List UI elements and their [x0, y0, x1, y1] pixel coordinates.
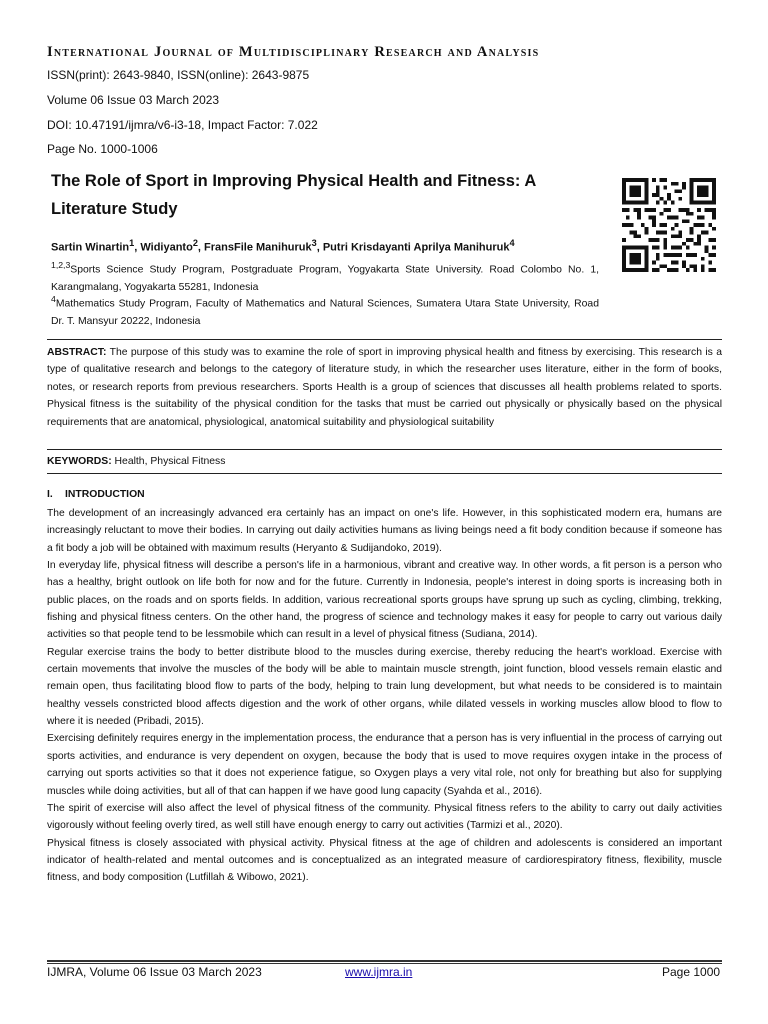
qr-code	[620, 178, 718, 272]
author-affiliation-marker: 3	[311, 238, 317, 248]
section-title: INTRODUCTION	[65, 489, 145, 500]
affiliation	[51, 290, 599, 331]
author-name: Sartin Winartin	[51, 241, 130, 254]
volume-line: Volume 06 Issue 03 March 2023	[47, 93, 220, 107]
author-name: Widiyanto	[140, 241, 193, 254]
paragraph: Regular exercise trains the body to better distribute blood to the muscles during exercise, thereby reducing the heart's workload. Exercise with certain movements that involve the muscles of the body will be able to maintain muscle strength, joint function, blood vessels remain elastic and remain open, thus facilitating blood flow to parts of the body, helping to train lung development, but what needs to be considered is to maintain healthy vessels constricted blood affects digestion and the work of other organs, while dilated vessels in working muscles allow blood to flow to where it is needed (Pribadi, 2015).	[47, 646, 722, 728]
affiliation-text: Sports Science Study Program, Postgraduate Program, Yogyakarta State University. Road Colombo No. 1, Karangmalang, Yogyakarta 55281, Indonesia	[51, 264, 599, 294]
author-affiliation-marker: 4	[509, 238, 515, 248]
author-affiliation-marker: 1	[129, 238, 135, 248]
introduction-body	[47, 505, 722, 887]
issn-line: ISSN(print): 2643-9840, ISSN(online): 2643-9875	[47, 68, 310, 82]
author-affiliation-marker: 2	[192, 238, 198, 248]
keywords-divider	[47, 473, 722, 474]
author-line	[51, 238, 611, 254]
footer-divider	[47, 960, 722, 962]
keywords-label: KEYWORDS:	[47, 456, 112, 467]
doi-line: DOI: 10.47191/ijmra/v6-i3-18, Impact Factor: 7.022	[47, 118, 318, 132]
paper-title: The Role of Sport in Improving Physical Health and Fitness: A Literature Study	[51, 172, 536, 218]
journal-title: International Journal of Multidisciplinary Research and Analysis	[47, 44, 540, 60]
author-separator: ,	[134, 241, 141, 254]
footer-divider-thin	[47, 963, 722, 964]
affiliation-marker: 1,2,3	[51, 260, 71, 270]
footer-website-link[interactable]: www.ijmra.in	[345, 965, 413, 979]
abstract-label: ABSTRACT:	[47, 347, 107, 358]
paragraph: In everyday life, physical fitness will describe a person's life in a harmonious, vibrant and creative way. In other words, a fit person is a person who has a healthy, bright outlook on life both for now and for the future. Currently in Indonesia, people's interest in doing sports is increasing both in public places, on the roads and on sports fields. In addition, various recreational sports groups have sprung up such as cycling, climbing, trekking, fishing and physical fitness centers. On the other hand, the progress of science and technology makes it easy for people to carry out various daily activities so that people tend to be lessmobile which can result in a level of physical fitness (Sudiana, 2014).	[47, 560, 722, 641]
keywords	[47, 453, 722, 470]
paragraph: The spirit of exercise will also affect the level of physical fitness of the community. Physical fitness refers to the ability to carry out daily activities vigorously without feeling overly tired, as well still have enough energy to carry out activities (Tarmizi et al., 2020).	[47, 802, 722, 832]
abstract-top-divider	[47, 339, 722, 340]
abstract-text: The purpose of this study was to examine the role of sport in improving physical health and fitness by exercising. This research is a type of qualitative research and belongs to the category of literature study, in which the researcher uses literature, either in the form of books, notes, or research reports from previous researchers. Sports Health is a group of sciences that discusses all health problems related to sports. Physical fitness is the suitability of the physical condition for the tasks that must be carried out physically or physically based on the physical requirements that are anatomical, physiological, anatomical suitability and physiological suitability	[47, 347, 722, 428]
page-range-line: Page No. 1000-1006	[47, 142, 158, 156]
author-separator: ,	[197, 241, 205, 254]
section-number: I.	[47, 489, 53, 500]
abstract	[47, 344, 722, 431]
author-name: FransFile Manihuruk	[204, 241, 312, 254]
keywords-text: Health, Physical Fitness	[114, 456, 226, 467]
affiliation-text: Mathematics Study Program, Faculty of Mathematics and Natural Sciences, Sumatera Utara State University, Road Dr. T. Mansyur 20222, Indonesia	[51, 298, 599, 328]
paragraph: Physical fitness is closely associated with physical activity. Physical fitness at the age of children and adolescents is considered an important indicator of health-related and mental outcomes and is conceptualized as an integrated measure of cardiorespiratory fitness, flexibility, muscle fitness, and body composition (Lutfillah & Wibowo, 2021).	[47, 837, 722, 884]
author-name: Putri Krisdayanti Aprilya Manihuruk	[322, 241, 510, 254]
section-heading-introduction	[47, 489, 145, 500]
paragraph: The development of an increasingly advanced era certainly has an impact on one's life. However, in this sophisticated modern era, humans are increasingly reluctant to move their bodies. In carrying out daily activities humans as living beings need a fit body condition because if someone has a fit body a job will be obtained with maximum results (Heryanto & Sudijandoko, 2019).	[47, 508, 722, 554]
abstract-divider	[47, 449, 722, 450]
author-separator: ,	[316, 241, 323, 254]
footer-page-number: Page 1000	[662, 965, 721, 979]
affiliation-marker: 4	[51, 294, 56, 304]
footer-journal-info: IJMRA, Volume 06 Issue 03 March 2023	[47, 965, 262, 979]
paragraph: Exercising definitely requires energy in the implementation process, the endurance that a person has is very influential in the process of carrying out sports activities, and endurance is very dependent on oxygen, because the body that is used to move requires oxygen intake in the process of carrying out sports activities so that it does not experience fatigue, so Oxygen plays a very vital role, not only for breathing but also for supplying muscles while doing activities, but all of that can happen if we have good lung capacity (Syahda et al., 2016).	[47, 733, 722, 797]
